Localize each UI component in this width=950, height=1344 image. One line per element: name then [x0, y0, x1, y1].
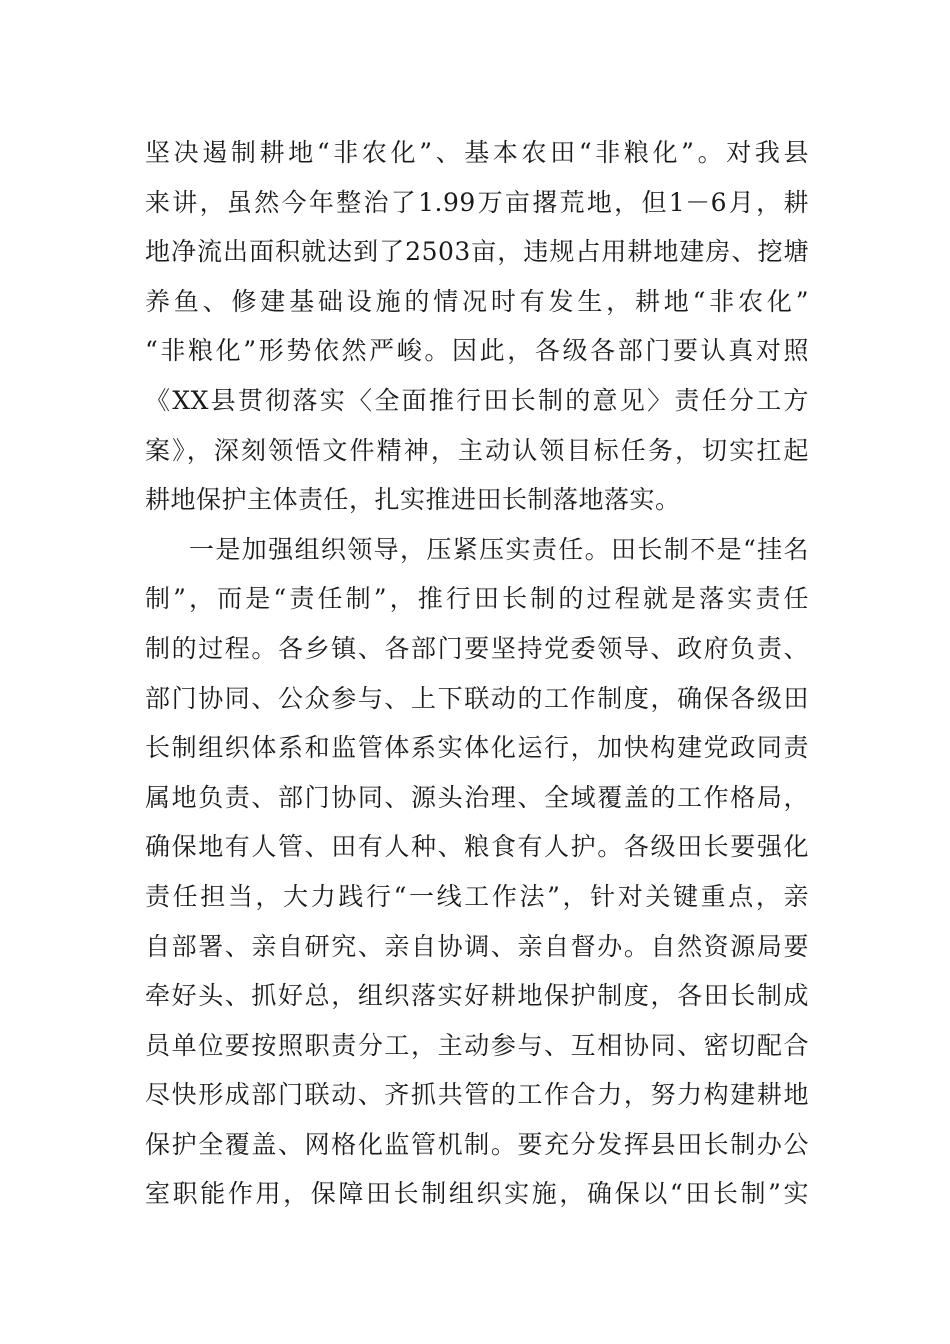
- document-body: [145, 128, 809, 1219]
- text-line: 坚决遏制耕地“非农化”、基本农田“非粮化”。对我县: [145, 138, 809, 167]
- text-line: 牵好头、抓好总，组织落实好耕地保护制度，各田长制成: [145, 981, 809, 1011]
- paragraph-start-line: 一是加强组织领导，压紧压实责任。田长制不是“挂名: [189, 534, 809, 564]
- text-line: 地净流出面积就达到了2503亩，违规占用耕地建房、挖塘: [145, 237, 809, 267]
- text-line: 《XX县贯彻落实〈全面推行田长制的意见〉责任分工方: [145, 385, 809, 415]
- text-line: 员单位要按照职责分工，主动参与、互相协同、密切配合: [145, 1030, 809, 1060]
- text-line: 制的过程。各乡镇、各部门要坚持党委领导、政府负责、: [145, 633, 809, 663]
- text-line: “非粮化”形势依然严峻。因此，各级各部门要认真对照: [145, 336, 809, 366]
- text-line: 来讲，虽然今年整治了1.99万亩撂荒地，但1－6月，耕: [145, 187, 809, 217]
- text-line: 自部署、亲自研究、亲自协调、亲自督办。自然资源局要: [145, 931, 809, 961]
- text-line: 保护全覆盖、网格化监管机制。要充分发挥县田长制办公: [145, 1129, 809, 1159]
- text-line: 属地负责、部门协同、源头治理、全域覆盖的工作格局，: [145, 782, 809, 812]
- text-line: 案》，深刻领悟文件精神，主动认领目标任务，切实扛起: [145, 435, 809, 465]
- text-line: 责任担当，大力践行“一线工作法”，针对关键重点，亲: [145, 881, 809, 911]
- text-line: 尽快形成部门联动、齐抓共管的工作合力，努力构建耕地: [145, 1080, 809, 1110]
- text-line: 长制组织体系和监管体系实体化运行，加快构建党政同责: [145, 733, 809, 763]
- text-line: 确保地有人管、田有人种、粮食有人护。各级田长要强化: [145, 832, 809, 862]
- text-line: 养鱼、修建基础设施的情况时有发生，耕地“非农化”: [145, 286, 809, 316]
- text-line: 制”，而是“责任制”，推行田长制的过程就是落实责任: [145, 584, 809, 614]
- paragraph-end-line: 耕地保护主体责任，扎实推进田长制落地落实。: [145, 485, 681, 515]
- text-line: 部门协同、公众参与、上下联动的工作制度，确保各级田: [145, 683, 809, 713]
- text-line: 室职能作用，保障田长制组织实施，确保以“田长制”实: [145, 1179, 809, 1209]
